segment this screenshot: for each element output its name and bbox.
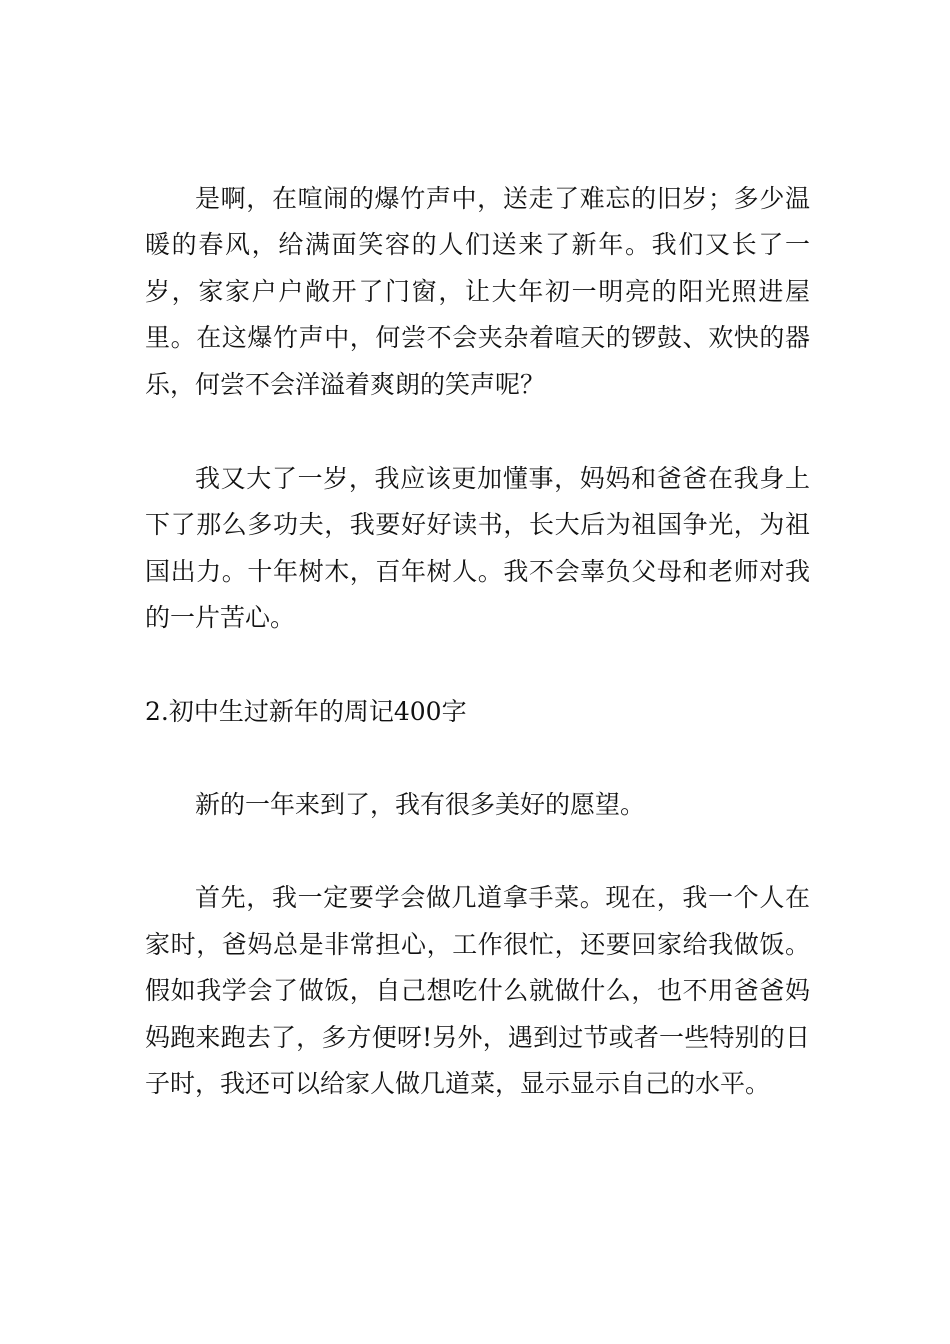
document-body: [145, 176, 810, 1108]
section-heading: 2.初中生过新年的周记400字: [145, 696, 467, 726]
paragraph-new-year-firecrackers: 是啊，在喧闹的爆竹声中，送走了难忘的旧岁；多少温暖的春风，给满面笑容的人们送来了新年。我们又长了一岁，家家户户敞开了门窗，让大年初一明亮的阳光照进屋里。在这爆竹声中，何尝不会夹杂着喧天的锣鼓、欢快的器乐，何尝不会洋溢着爽朗的笑声呢？: [145, 184, 810, 399]
paragraph-new-year-wishes: 新的一年来到了，我有很多美好的愿望。: [195, 790, 646, 820]
paragraph-learn-cooking: 首先，我一定要学会做几道拿手菜。现在，我一个人在家时，爸妈总是非常担心，工作很忙，还要回家给我做饭。假如我学会了做饭，自己想吃什么就做什么，也不用爸爸妈妈跑来跑去了，多方便呀!另外，遇到过节或者一些特别的日子时，我还可以给家人做几道菜，显示显示自己的水平。: [145, 883, 810, 1099]
paragraph-growing-up: 我又大了一岁，我应该更加懂事，妈妈和爸爸在我身上下了那么多功夫，我要好好读书，长大后为祖国争光，为祖国出力。十年树木，百年树人。我不会辜负父母和老师对我的一片苦心。: [145, 464, 810, 633]
